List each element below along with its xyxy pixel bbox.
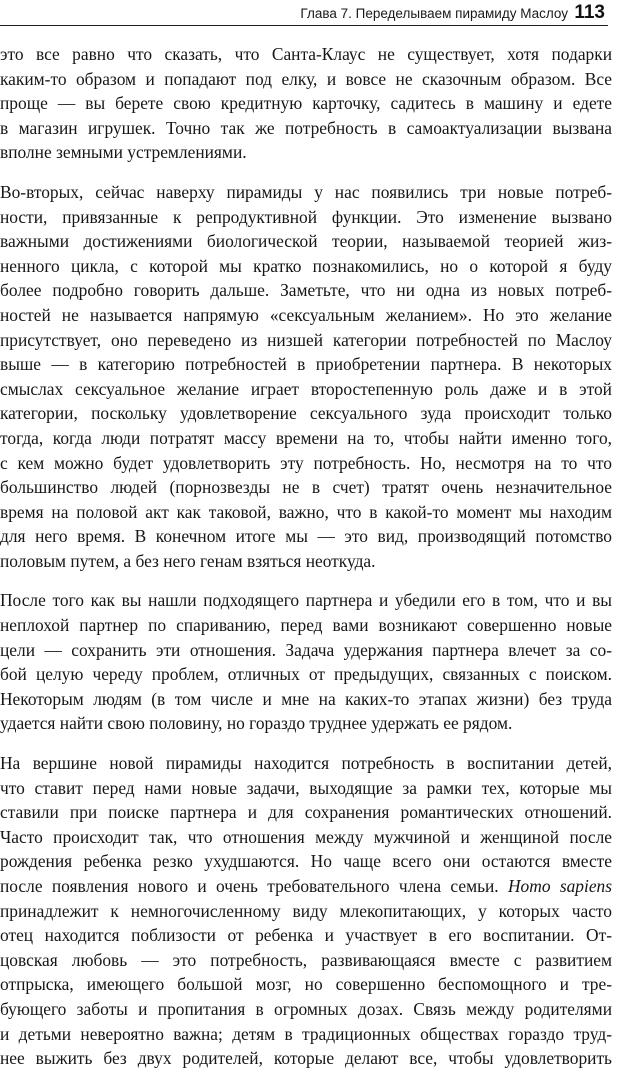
paragraph-2: [0, 180, 612, 574]
text-line: категории, поскольку удовлетворение сексуального зуда происходит только: [0, 403, 612, 424]
text-line: выше — в категорию потребностей в приобретении партнера. В некоторых: [0, 354, 612, 375]
text-line: с кем можно будет удовлетворить эту потребность. Но, несмотря на то что: [0, 452, 612, 473]
text-line: отец находится поблизости от ребенка и участвует в его воспитании. От-: [0, 925, 612, 946]
text-line: бующего заботы и пропитания в огромных дозах. Связь между родителями: [0, 998, 612, 1019]
chapter-title: Глава 7. Переделываем пирамиду Маслоу: [300, 6, 568, 21]
text-line: отпрыска, имеющего большой мозг, но совершенно беспомощного и тре-: [0, 974, 612, 995]
text-line: цели — сохранить эти отношения. Задача удержания партнера влечет за со-: [0, 639, 612, 660]
text-line: и детьми невероятно важна; детям в традиционных обществах гораздо труд-: [0, 1023, 612, 1044]
text-segment: после появления нового и очень требовательного члена семьи.: [0, 876, 499, 896]
text-line: нее выжить без двух родителей, которые делают все, чтобы удовлетворить: [0, 1048, 612, 1069]
text-line: важными достижениями биологической теории, называемой теорией жиз-: [0, 231, 612, 252]
body-text: [0, 42, 612, 1071]
text-line: тогда, когда люди потратят массу времени на то, чтобы найти именно того,: [0, 427, 612, 448]
text-line: большинство людей (порнозвезды не в счет) тратят очень незначительное: [0, 477, 612, 498]
text-line: для него время. В конечном итоге мы — это вид, производящий потомство: [0, 526, 612, 547]
text-line: более подробно говорить дальше. Заметьте, что ни одна из новых потреб-: [0, 280, 612, 301]
text-line: На вершине новой пирамиды находится потребность в воспитании детей,: [0, 753, 612, 774]
text-line: ставили при поиске партнера и для сохранения романтических отношений.: [0, 802, 612, 823]
text-line: половым путем, а без него генам взяться неоткуда.: [0, 550, 376, 571]
paragraph-4: [0, 751, 612, 1071]
text-line: смыслах сексуальное желание играет второстепенную роль даже и в этой: [0, 378, 612, 399]
text-line: время на половой акт как таковой, важно, что в какой-то момент мы находим: [0, 501, 612, 522]
text-line: что ставит перед нами новые задачи, выходящие за рамки тех, которые мы: [0, 777, 612, 798]
text-line: рождения ребенка резко ухудшаются. Но чаще всего они остаются вместе: [0, 851, 612, 872]
text-line: После того как вы нашли подходящего партнера и убедили его в том, что и вы: [0, 590, 612, 611]
paragraph-1: [0, 42, 612, 165]
page-number: 113: [574, 2, 605, 23]
text-line: ностей не называется напрямую «сексуальным желанием». Но это желание: [0, 304, 612, 325]
text-line: удается найти свою половину, но гораздо труднее удержать ее рядом.: [0, 713, 513, 734]
text-line: ности, привязанные к репродуктивной функции. Это изменение вызвано: [0, 206, 612, 227]
text-line: это все равно что сказать, что Санта-Клаус не существует, хотя подарки: [0, 44, 612, 64]
header-rule: [0, 25, 608, 26]
text-line: проще — вы берете свою кредитную карточку, садитесь в машину и едете: [0, 93, 612, 114]
paragraph-3: [0, 588, 612, 736]
running-header: [0, 0, 608, 30]
text-line: вполне земными устремлениями.: [0, 142, 247, 163]
text-line: принадлежит к немногочисленному виду млекопитающих, у которых часто: [0, 900, 612, 921]
text-line: неплохой партнер по спариванию, перед вами возникают совершенно новые: [0, 615, 612, 636]
text-line: Во-вторых, сейчас наверху пирамиды у нас появились три новые потреб-: [0, 181, 612, 202]
text-line: каким-то образом и попадают под елку, и вовсе не сказочным образом. Все: [0, 68, 612, 89]
text-line: [0, 874, 612, 899]
text-line: ненного цикла, с которой мы кратко познакомились, но о которой я буду: [0, 255, 612, 276]
text-line: Часто происходит так, что отношения между мужчиной и женщиной после: [0, 826, 612, 847]
text-line: Некоторым людям (в том числе и мне на каких-то этапах жизни) без труда: [0, 688, 612, 709]
text-line: бой целую череду проблем, отличных от предыдущих, связанных с поиском.: [0, 664, 612, 685]
species-name: Homo sapiens: [508, 876, 613, 896]
text-line: присутствует, оно переведено из низшей категории потребностей по Маслоу: [0, 329, 612, 350]
text-line: цовская любовь — это потребность, развивающаяся вместе с развитием: [0, 949, 612, 970]
text-line: в магазин игрушек. Точно так же потребность в самоактуализации вызвана: [0, 117, 612, 138]
